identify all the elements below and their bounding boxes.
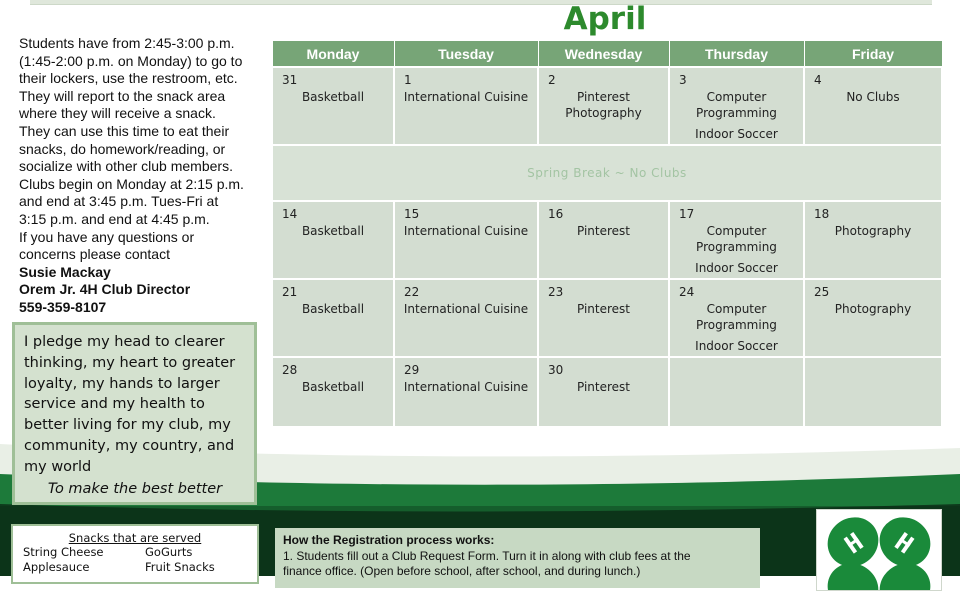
day-number: 16 (548, 207, 564, 221)
intro-line: where they will receive a snack. (19, 105, 216, 122)
club-activity: Basketball (301, 380, 365, 394)
day-number: 3 (679, 73, 687, 87)
snacks-title: Snacks that are served (68, 531, 202, 545)
snack-row (13, 545, 257, 560)
calendar-day-cell (669, 67, 804, 145)
header-tuesday: Tuesday (394, 41, 538, 68)
day-number: 24 (679, 285, 695, 299)
header-wednesday: Wednesday (538, 41, 669, 68)
day-number: 25 (814, 285, 830, 299)
month-title: April (563, 1, 647, 37)
club-activity: Pinterest (576, 224, 630, 238)
day-number: 23 (548, 285, 564, 299)
intro-line: socialize with other club members. (19, 158, 233, 175)
calendar-day-cell (538, 67, 669, 145)
calendar-day-cell (272, 201, 394, 279)
pledge-line: community, my country, and (24, 437, 235, 454)
pledge-line: service and my health to (24, 396, 205, 413)
snack-row (13, 560, 257, 575)
day-number: 29 (404, 363, 420, 377)
spring-break-banner: Spring Break ~ No Clubs (272, 145, 942, 201)
intro-line: (1:45-2:00 p.m. on Monday) to go to (19, 52, 243, 69)
pledge-line: I pledge my head to clearer (24, 334, 225, 350)
day-number: 14 (282, 207, 298, 221)
registration-step-1-cont: finance office. (Open before school, after school, and during lunch.) (283, 564, 641, 578)
day-number: 1 (404, 73, 412, 87)
club-activity: Computer Programming (696, 302, 777, 332)
club-activity-secondary: Indoor Soccer (695, 127, 778, 141)
day-number: 2 (548, 73, 556, 87)
calendar-day-cell (272, 357, 394, 427)
calendar-week-row (272, 67, 942, 145)
calendar-day-cell (669, 279, 804, 357)
calendar-week-row (272, 201, 942, 279)
snack-item: Applesauce (23, 560, 90, 574)
club-activity: International Cuisine (403, 224, 529, 238)
calendar-day-cell (804, 357, 942, 427)
calendar-day-cell (538, 357, 669, 427)
contact-phone: 559-359-8107 (19, 298, 107, 315)
calendar-day-cell (804, 201, 942, 279)
snacks-box (11, 524, 259, 584)
4h-pledge-box (12, 322, 257, 505)
club-activity: Computer Programming (696, 90, 777, 120)
club-activity: Basketball (301, 302, 365, 316)
intro-line: They can use this time to eat their (19, 122, 230, 139)
day-number: 28 (282, 363, 298, 377)
intro-line: and end at 3:45 p.m. Tues-Fri at (19, 193, 219, 210)
intro-line: snacks, do homework/reading, or (19, 140, 226, 157)
calendar-day-cell (804, 67, 942, 145)
header-thursday: Thursday (669, 41, 804, 68)
header-monday: Monday (272, 41, 394, 68)
club-activity: Basketball (301, 90, 365, 104)
calendar-week-row (272, 357, 942, 427)
snack-item: GoGurts (145, 545, 193, 559)
intro-line: They will report to the snack area (19, 87, 226, 104)
calendar-day-cell (394, 67, 538, 145)
calendar-day-cell (272, 67, 394, 145)
club-activity: Photography (834, 302, 912, 316)
day-number: 22 (404, 285, 420, 299)
club-activity: International Cuisine (403, 302, 529, 316)
club-activity: Photography (834, 224, 912, 238)
4h-clover-logo (816, 509, 942, 591)
intro-line: Students have from 2:45-3:00 p.m. (19, 35, 235, 51)
calendar-day-cell (538, 279, 669, 357)
pledge-motto: To make the best better (47, 480, 223, 497)
intro-line: their lockers, use the restroom, etc. (19, 70, 238, 87)
calendar-header-row (272, 41, 942, 68)
day-number: 21 (282, 285, 298, 299)
club-activity: International Cuisine (403, 90, 529, 104)
club-activity: Computer Programming (696, 224, 777, 254)
registration-title: How the Registration process works: (283, 533, 495, 547)
top-banner-strip (30, 0, 932, 5)
calendar-day-cell (394, 357, 538, 427)
club-activity: Pinterest Photography (565, 90, 642, 120)
club-activity-secondary: Indoor Soccer (695, 261, 778, 275)
snack-item: Fruit Snacks (145, 560, 215, 574)
day-number: 17 (679, 207, 695, 221)
header-friday: Friday (804, 41, 942, 68)
registration-step-1: 1. Students fill out a Club Request Form. Turn it in along with club fees at the (283, 548, 691, 563)
day-number: 31 (282, 73, 298, 87)
calendar-day-cell (669, 357, 804, 427)
registration-box (275, 528, 760, 588)
club-activity: Basketball (301, 224, 365, 238)
calendar-week-row (272, 279, 942, 357)
calendar-day-cell (272, 279, 394, 357)
calendar-day-cell (394, 201, 538, 279)
pledge-text (24, 332, 246, 478)
calendar-day-cell (669, 201, 804, 279)
day-number: 4 (814, 73, 822, 87)
pledge-line: my world (24, 458, 92, 475)
snack-item: String Cheese (23, 545, 104, 559)
april-calendar (271, 40, 943, 428)
contact-title: Orem Jr. 4H Club Director (19, 281, 191, 298)
pledge-line: thinking, my heart to greater (24, 354, 236, 371)
intro-line: If you have any questions or (19, 228, 195, 245)
clover-icon (817, 510, 941, 590)
calendar-day-cell (394, 279, 538, 357)
pledge-line: loyalty, my hands to larger (24, 375, 220, 392)
club-activity: No Clubs (846, 90, 900, 104)
spring-break-row (272, 145, 942, 201)
contact-name: Susie Mackay (19, 263, 111, 280)
club-activity-secondary: Indoor Soccer (695, 339, 778, 353)
day-number: 18 (814, 207, 830, 221)
intro-lines (19, 35, 264, 264)
intro-text (19, 35, 264, 317)
intro-line: concerns please contact (19, 246, 170, 263)
day-number: 15 (404, 207, 420, 221)
intro-line: Clubs begin on Monday at 2:15 p.m. (19, 175, 244, 192)
club-activity: International Cuisine (403, 380, 529, 394)
club-activity: Pinterest (576, 380, 630, 394)
day-number: 30 (548, 363, 564, 377)
calendar-day-cell (804, 279, 942, 357)
intro-line: 3:15 p.m. and end at 4:45 p.m. (19, 210, 210, 227)
club-activity: Pinterest (576, 302, 630, 316)
calendar-day-cell (538, 201, 669, 279)
pledge-line: better living for my club, my (24, 417, 231, 434)
